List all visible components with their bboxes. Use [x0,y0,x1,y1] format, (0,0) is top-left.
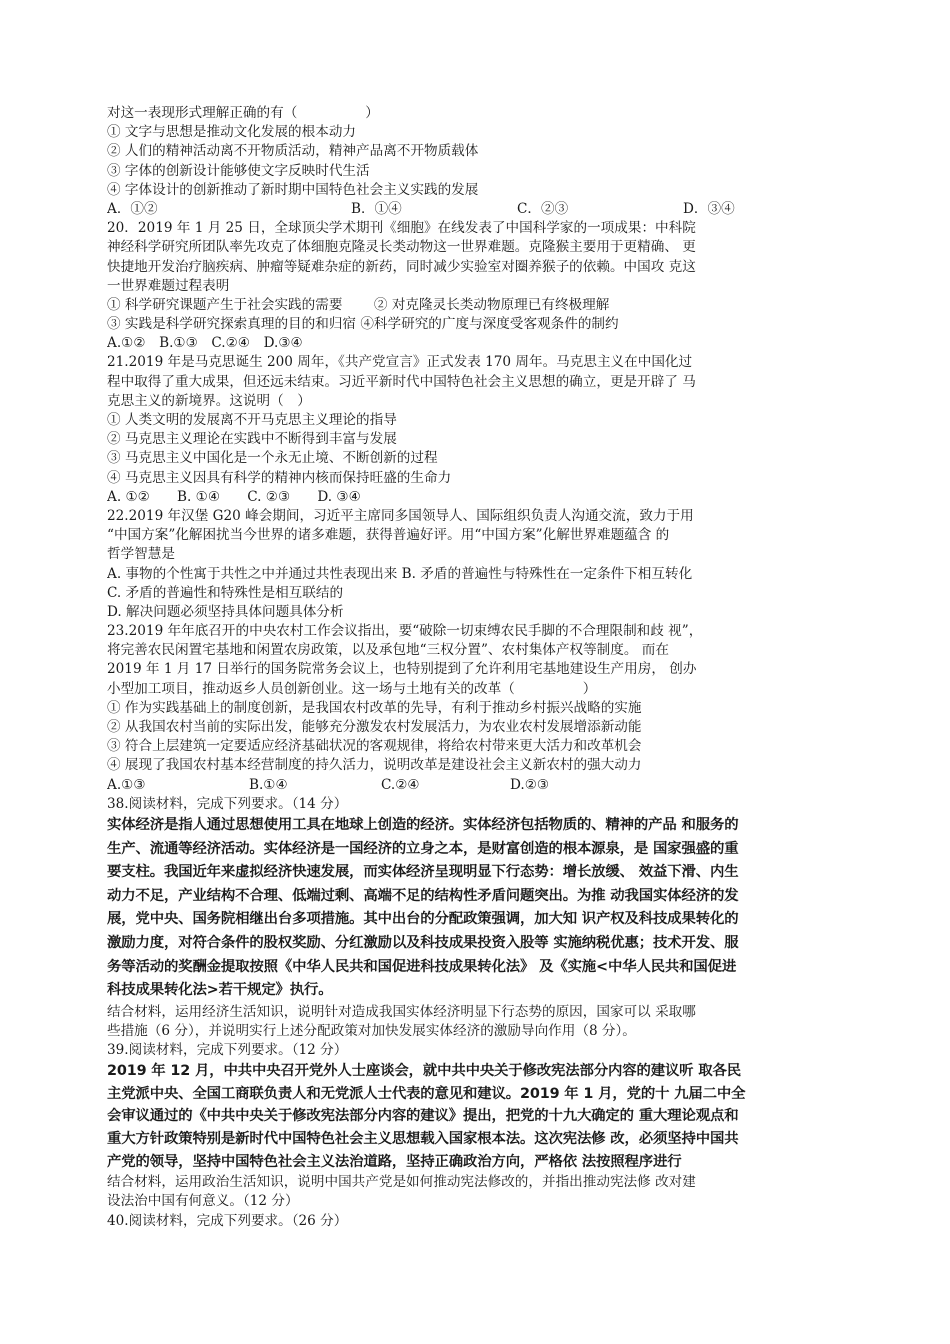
question-23-line: ② 从我国农村当前的实际出发，能够充分激发农村发展活力，为农业农村发展增添新动能 [107,719,642,735]
question-38-question: 些措施（6 分），并说明实行上述分配政策对加快发展实体经济的激励导向作用（8 分）。 [107,1022,636,1039]
question-23-line: 23.2019 年年底召开的中央农村工作会议指出，要“破除一切束缚农民手脚的不合理限制和歧 视”， [107,623,703,640]
question-23-line: 小型加工项目，推动返乡人员创新创业。这一场与土地有关的改革（ ） [107,680,597,697]
question-40-header: 40.阅读材料，完成下列要求。（26 分） [107,1212,348,1229]
question-38-material: 生产、流通等经济活动。实体经济是一国经济的立身之本，是财富创造的根本源泉，是 国家强盛的重 [107,840,739,857]
question-39-material: 产党的领导，坚持中国特色社会主义法治道路，坚持正确政治方向，严格依 法按照程序进行 [107,1153,682,1170]
question-21 [107,353,847,507]
option-a: A.①③ [107,776,146,793]
question-39-header: 39.阅读材料，完成下列要求。（12 分） [107,1042,348,1059]
question-38-material: 激励力度，对符合条件的股权奖励、分红激励以及科技成果投资入股等 实施纳税优惠；技术开发、服 [107,934,739,951]
question-21-line: ① 人类文明的发展离不开马克思主义理论的指导 [107,412,397,428]
question-38-material: 实体经济是指人通过思想使用工具在地球上创造的经济。实体经济包括物质的、精神的产品 和服务的 [107,816,739,833]
option-b: B.①④ [249,776,288,793]
question-22 [107,507,847,622]
option-c: C．②③ [517,200,569,217]
question-38-material: 动力不足，产业结构不合理、低端过剩、高端不足的结构性矛盾问题突出。为推 动我国实体经济的发 [107,887,739,904]
question-39-material: 重大方针政策特别是新时代中国特色社会主义思想载入国家根本法。这次宪法修 改，必须坚持中国共 [107,1131,739,1148]
question-21-line: 21.2019 年是马克思诞生 200 周年，《共产党宣言》正式发表 170 周年。马克思主义在中国化过 [107,354,693,371]
question-19-item-4: ④ 字体设计的创新推动了新时期中国特色社会主义实践的发展 [107,181,479,198]
question-19-item-2: ② 人们的精神活动离不开物质活动，精神产品离不开物质载体 [107,143,479,160]
question-20 [107,219,847,353]
question-19-item-1: ① 文字与思想是推动文化发展的根本动力 [107,124,357,141]
option-d: D．③④ [683,200,735,217]
question-38-material: 务等活动的奖酬金提取按照《中华人民共和国促进科技成果转化法》 及《实施<中华人民共和国促进 [107,958,737,975]
question-21-line: ② 马克思主义理论在实践中不断得到丰富与发展 [107,431,397,448]
question-20-line: 快捷地开发治疗脑疾病、肿瘤等疑难杂症的新药，同时减少实验室对圈养猴子的依赖。中国攻 克这 [107,258,696,275]
question-19-options [107,200,847,219]
option-b: B．①④ [351,200,402,217]
question-20-line: 20．2019 年 1 月 25 日，全球顶尖学术期刊《细胞》在线发表了中国科学家的一项成果：中科院 [107,220,696,237]
question-39 [107,1041,847,1212]
question-20-line: ① 科学研究课题产生于社会实践的需要 ② 对克隆灵长类动物原理已有终极理解 [107,296,610,313]
question-21-options: A. ①② B. ①④ C. ②③ D. ③④ [107,488,361,505]
option-d: D.②③ [510,776,550,793]
question-20-line: 神经科学研究所团队率先攻克了体细胞克隆灵长类动物这一世界难题。克隆猴主要用于更精确、 更 [107,239,696,256]
question-22-option: C. 矛盾的普遍性和特殊性是相互联结的 [107,584,344,601]
question-21-line: ③ 马克思主义中国化是一个永无止境、不断创新的过程 [107,450,438,467]
option-a: A．①② [107,200,158,217]
question-38-material: 展，党中央、国务院相继出台多项措施。其中出台的分配政策强调，加大知 识产权及科技成果转化的 [107,911,739,928]
question-23-line: ④ 展现了我国农村基本经营制度的持久活力，说明改革是建设社会主义新农村的强大动力 [107,757,642,774]
question-23-options [107,776,847,795]
question-20-line: 一世界难题过程表明 [107,277,230,294]
question-19 [107,104,847,219]
question-22-option: D. 解决问题必须坚持具体问题具体分析 [107,603,344,620]
question-39-material: 主党派中央、全国工商联负责人和无党派人士代表的意见和建议。2019 年 1 月，党的十 九届二中全 [107,1085,746,1102]
question-22-line: 哲学智慧是 [107,546,175,563]
question-23-line: ③ 符合上层建筑一定要适应经济基础状况的客观规律，将给农村带来更大活力和改革机会 [107,738,642,755]
question-22-option: A. 事物的个性寓于共性之中并通过共性表现出来 B. 矛盾的普遍性与特殊性在一定条件下相互转化 [107,565,693,582]
question-39-question: 设法治中国有何意义。（12 分） [107,1193,299,1210]
question-20-options: A.①② B.①③ C.②④ D.③④ [107,335,303,352]
question-39-material: 会审议通过的《中共中央关于修改宪法部分内容的建议》提出，把党的十九大确定的 重大理论观点和 [107,1108,739,1125]
question-38 [107,795,847,1041]
question-20-line: ③ 实践是科学研究探索真理的目的和归宿 ④科学研究的广度与深度受客观条件的制约 [107,316,619,333]
question-19-stem: 对这一表现形式理解正确的有（ ） [107,105,379,121]
question-22-line: 22.2019 年汉堡 G20 峰会期间，习近平主席同多国领导人、国际组织负责人沟通交流，致力于用 [107,507,694,524]
question-21-line: 程中取得了重大成果，但还远未结束。习近平新时代中国特色社会主义思想的确立，更是开辟了 马 [107,373,696,390]
question-21-line: 克思主义的新境界。这说明（ ） [107,392,311,409]
option-c: C.②④ [381,776,420,793]
question-40 [107,1212,847,1231]
question-23 [107,622,847,795]
question-38-material: 科技成果转化法>若干规定》执行。 [107,982,333,999]
question-38-question: 结合材料，运用经济生活知识，说明针对造成我国实体经济明显下行态势的原因，国家可以 采取哪 [107,1003,696,1020]
question-22-line: “中国方案”化解困扰当今世界的诸多难题，获得普遍好评。用“中国方案”化解世界难题蕴含 的 [107,527,670,544]
question-38-header: 38.阅读材料，完成下列要求。（14 分） [107,795,348,812]
question-39-question: 结合材料，运用政治生活知识，说明中国共产党是如何推动宪法修改的，并指出推动宪法修 改对建 [107,1174,696,1191]
exam-page [107,104,847,1231]
question-21-line: ④ 马克思主义因具有科学的精神内核而保持旺盛的生命力 [107,469,452,486]
question-23-line: 2019 年 1 月 17 日举行的国务院常务会议上，也特别提到了允许利用宅基地建设生产用房， 创办 [107,661,697,678]
question-38-material: 要支柱。我国近年来虚拟经济快速发展，而实体经济呈现明显下行态势：增长放缓、 效益下滑、内生 [107,864,739,881]
question-19-item-3: ③ 字体的创新设计能够使文字反映时代生活 [107,162,370,179]
question-23-line: ① 作为实践基础上的制度创新，是我国农村改革的先导，有利于推动乡村振兴战略的实施 [107,699,642,716]
question-23-line: 将完善农民闲置宅基地和闲置农房政策，以及承包地“三权分置”、农村集体产权等制度。 而在 [107,642,669,659]
question-39-material: 2019 年 12 月，中共中央召开党外人士座谈会，就中共中央关于修改宪法部分内容的建议听 取各民 [107,1063,742,1080]
